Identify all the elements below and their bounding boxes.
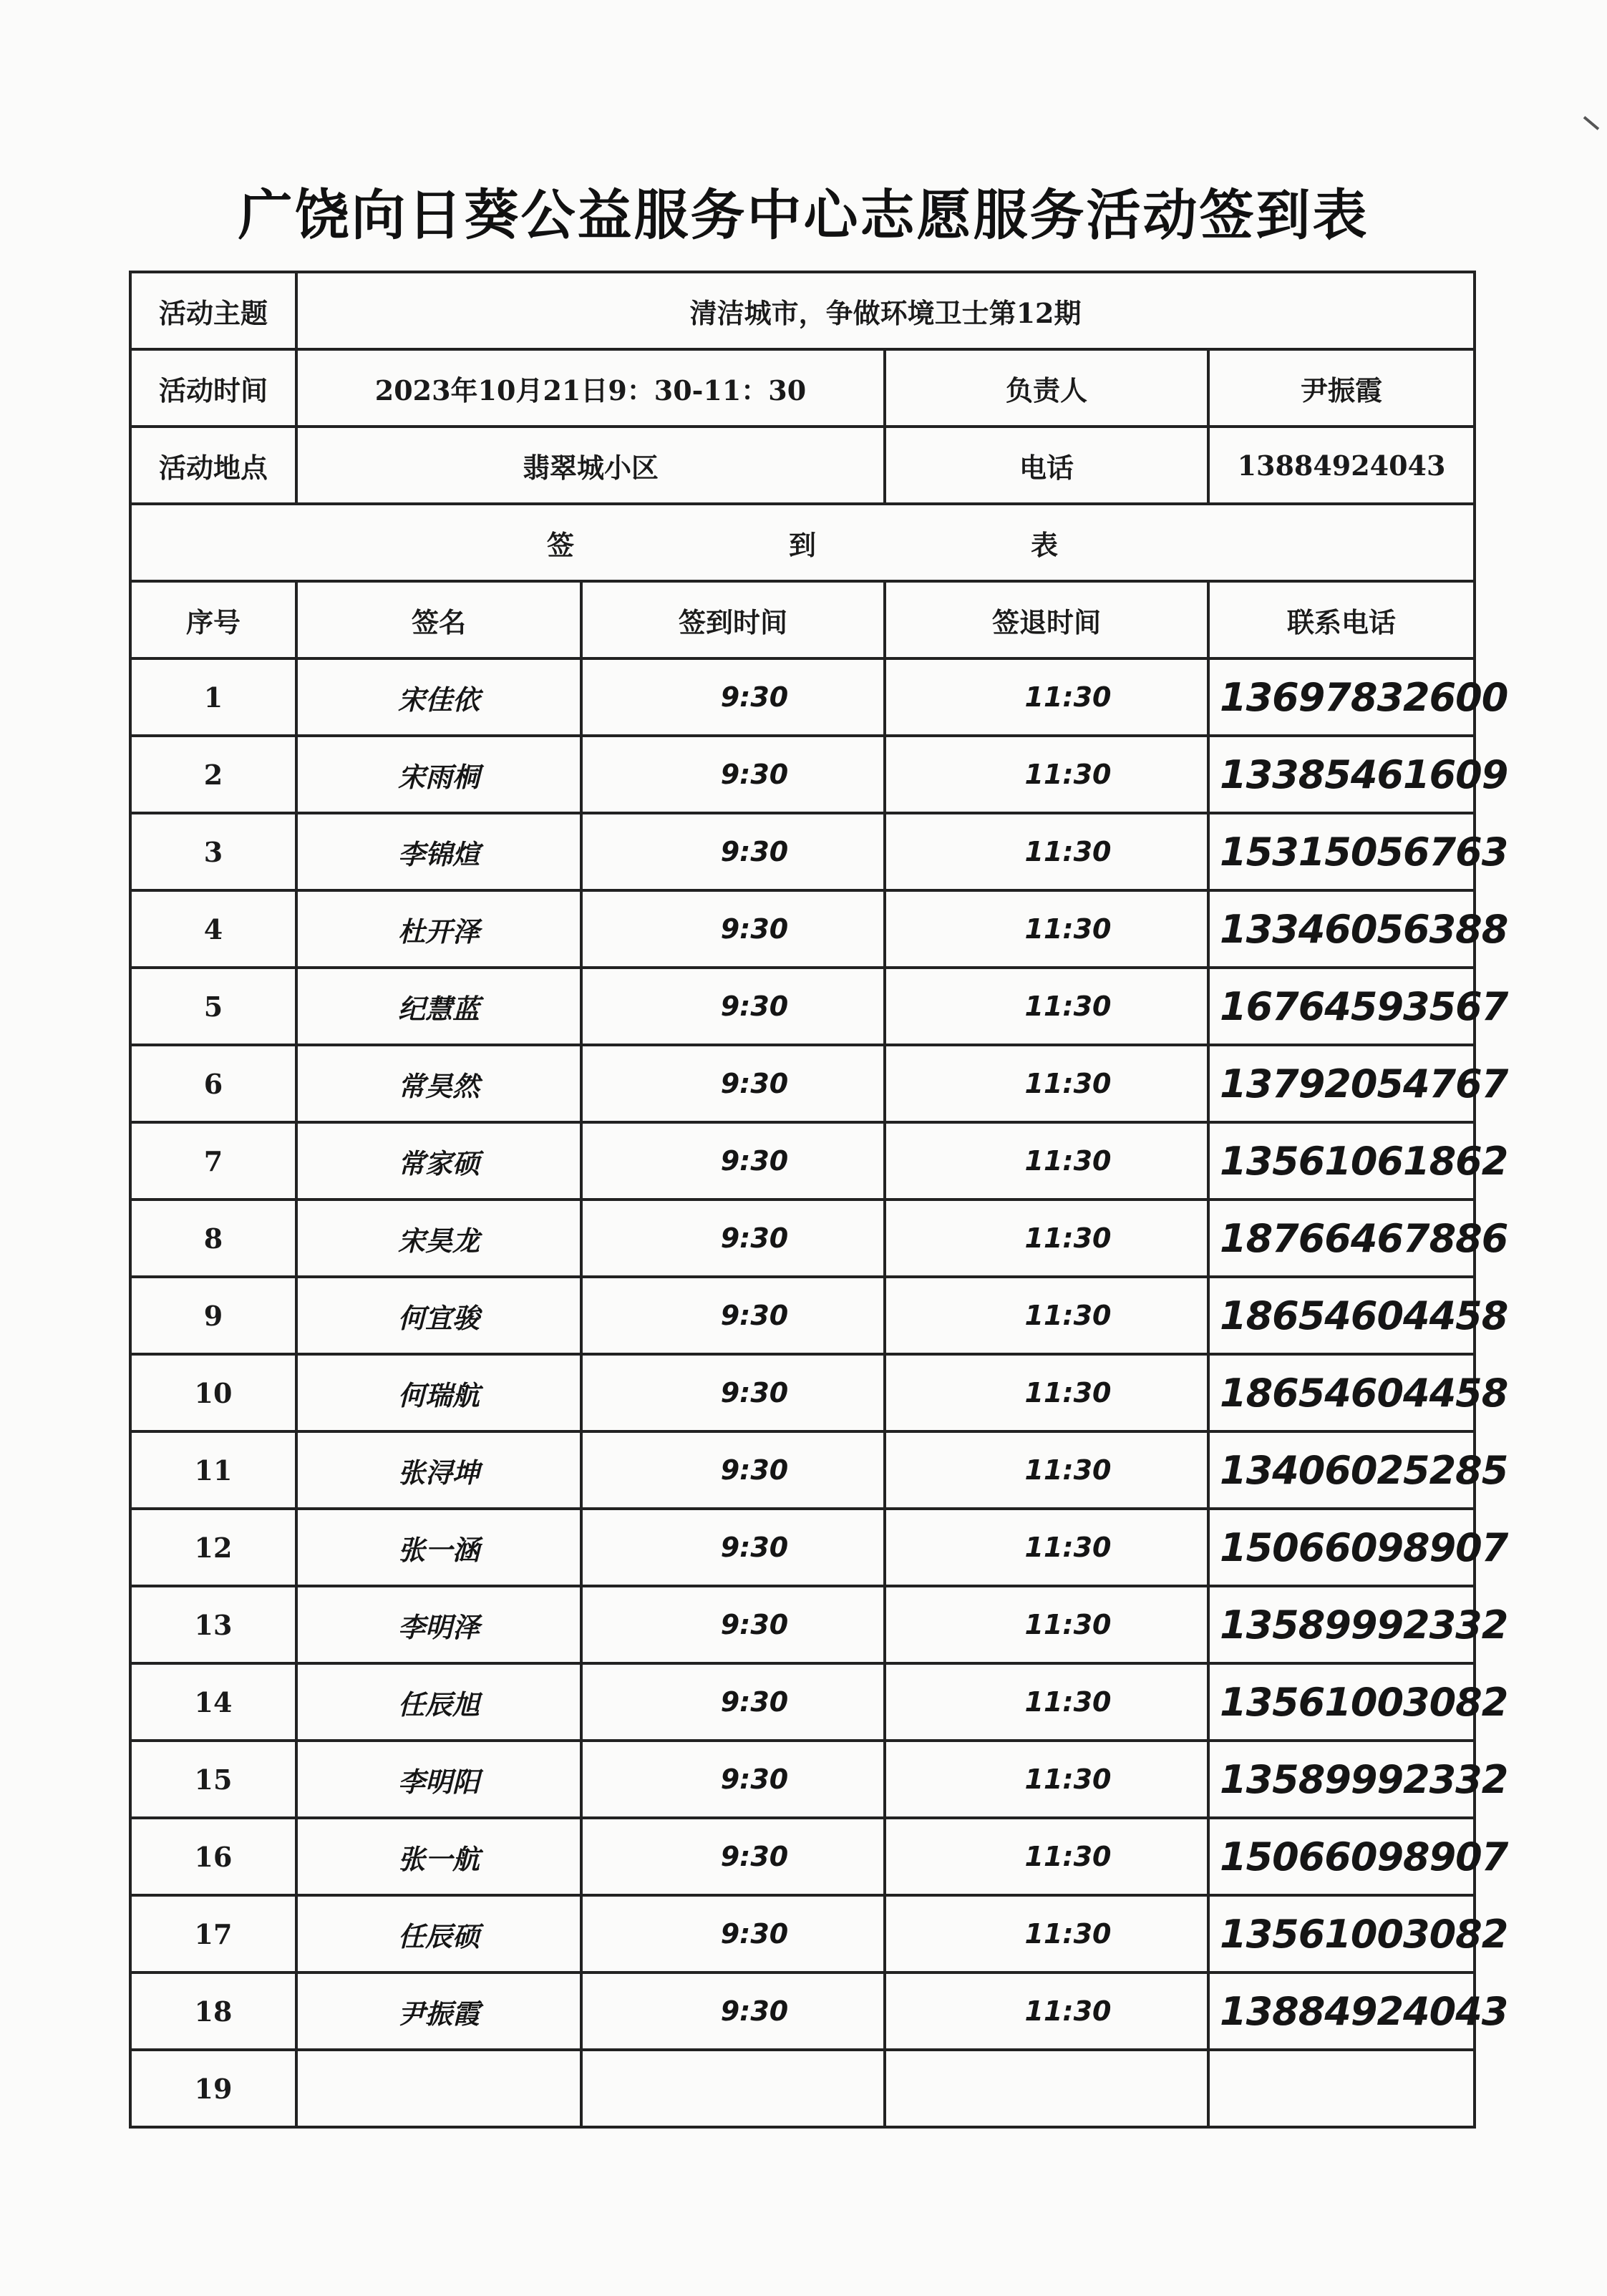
phone-label: 电话 <box>885 427 1208 504</box>
table-row <box>130 1586 1475 1663</box>
signin-time-cell: 9:30 <box>581 658 885 736</box>
signout-time-cell: 11:30 <box>885 1200 1208 1277</box>
signin-time-cell: 9:30 <box>581 1122 885 1200</box>
row-number: 15 <box>130 1741 296 1818</box>
time-row <box>130 349 1475 427</box>
phone-cell: 18766467886 <box>1208 1200 1475 1277</box>
column-header-name: 签名 <box>296 581 581 658</box>
page-title: 广饶向日葵公益服务中心志愿服务活动签到表 <box>238 183 1369 247</box>
row-number: 2 <box>130 736 296 813</box>
phone-cell: 13589992332 <box>1208 1741 1475 1818</box>
table-row <box>130 813 1475 890</box>
table-row <box>130 1200 1475 1277</box>
signin-time-cell: 9:30 <box>581 1354 885 1431</box>
leader-label: 负责人 <box>885 349 1208 427</box>
signature-cell <box>296 2050 581 2127</box>
phone-cell: 13346056388 <box>1208 890 1475 968</box>
signature-cell: 宋昊龙 <box>296 1200 581 1277</box>
signout-time-cell: 11:30 <box>885 1895 1208 1972</box>
signin-time-cell: 9:30 <box>581 1895 885 1972</box>
table-row <box>130 658 1475 736</box>
row-number: 18 <box>130 1972 296 2050</box>
phone-cell: 13589992332 <box>1208 1586 1475 1663</box>
table-row <box>130 1354 1475 1431</box>
signout-time-cell: 11:30 <box>885 1354 1208 1431</box>
row-number: 17 <box>130 1895 296 1972</box>
row-number: 6 <box>130 1045 296 1122</box>
phone-cell: 13792054767 <box>1208 1045 1475 1122</box>
signin-time-cell: 9:30 <box>581 1277 885 1354</box>
signout-time-cell: 11:30 <box>885 813 1208 890</box>
signature-cell: 李锦煊 <box>296 813 581 890</box>
table-row <box>130 1122 1475 1200</box>
phone-cell: 15315056763 <box>1208 813 1475 890</box>
signin-time-cell: 9:30 <box>581 1586 885 1663</box>
phone-cell: 13406025285 <box>1208 1431 1475 1509</box>
row-number: 14 <box>130 1663 296 1741</box>
row-number: 4 <box>130 890 296 968</box>
signature-cell: 何宜骏 <box>296 1277 581 1354</box>
signout-time-cell: 11:30 <box>885 1277 1208 1354</box>
row-number: 8 <box>130 1200 296 1277</box>
column-header-signin-time: 签到时间 <box>581 581 885 658</box>
column-header-no: 序号 <box>130 581 296 658</box>
signout-time-cell: 11:30 <box>885 1972 1208 2050</box>
theme-label: 活动主题 <box>130 272 296 349</box>
signout-time-cell: 11:30 <box>885 1431 1208 1509</box>
leader-value: 尹振霞 <box>1208 349 1475 427</box>
phone-cell: 13561003082 <box>1208 1663 1475 1741</box>
phone-cell: 13884924043 <box>1208 1972 1475 2050</box>
signin-time-cell: 9:30 <box>581 1045 885 1122</box>
phone-cell: 13385461609 <box>1208 736 1475 813</box>
time-value: 2023年10月21日9：30-11：30 <box>296 349 885 427</box>
signout-time-cell: 11:30 <box>885 1509 1208 1586</box>
table-row <box>130 1818 1475 1895</box>
time-label: 活动时间 <box>130 349 296 427</box>
phone-cell: 13561003082 <box>1208 1895 1475 1972</box>
signin-time-cell: 9:30 <box>581 890 885 968</box>
row-number: 3 <box>130 813 296 890</box>
row-number: 7 <box>130 1122 296 1200</box>
table-row <box>130 1045 1475 1122</box>
row-number: 5 <box>130 968 296 1045</box>
row-number: 1 <box>130 658 296 736</box>
signature-cell: 张一航 <box>296 1818 581 1895</box>
phone-value: 13884924043 <box>1208 427 1475 504</box>
column-header-signout-time: 签退时间 <box>885 581 1208 658</box>
signin-time-cell: 9:30 <box>581 1972 885 2050</box>
signin-time-cell: 9:30 <box>581 1200 885 1277</box>
section-heading-part-2: 到 <box>789 528 817 561</box>
phone-cell <box>1208 2050 1475 2127</box>
row-number: 10 <box>130 1354 296 1431</box>
phone-cell: 18654604458 <box>1208 1277 1475 1354</box>
signature-cell: 张一涵 <box>296 1509 581 1586</box>
theme-value: 清洁城市，争做环境卫士第12期 <box>296 272 1475 349</box>
signature-cell: 李明阳 <box>296 1741 581 1818</box>
phone-cell: 13697832600 <box>1208 658 1475 736</box>
section-heading <box>130 504 1475 581</box>
signature-cell: 宋佳依 <box>296 658 581 736</box>
phone-cell: 15066098907 <box>1208 1509 1475 1586</box>
signature-cell: 宋雨桐 <box>296 736 581 813</box>
signature-cell: 尹振霞 <box>296 1972 581 2050</box>
theme-row <box>130 272 1475 349</box>
section-heading-part-3: 表 <box>1031 528 1059 561</box>
signout-time-cell: 11:30 <box>885 890 1208 968</box>
row-number: 11 <box>130 1431 296 1509</box>
signature-cell: 张浔坤 <box>296 1431 581 1509</box>
signout-time-cell: 11:30 <box>885 1122 1208 1200</box>
signature-cell: 李明泽 <box>296 1586 581 1663</box>
table-row <box>130 1431 1475 1509</box>
signature-cell: 纪慧蓝 <box>296 968 581 1045</box>
signature-cell: 任辰硕 <box>296 1895 581 1972</box>
signout-time-cell: 11:30 <box>885 1663 1208 1741</box>
signin-time-cell <box>581 2050 885 2127</box>
signout-time-cell: 11:30 <box>885 658 1208 736</box>
table-row <box>130 1741 1475 1818</box>
signout-time-cell: 11:30 <box>885 1818 1208 1895</box>
table-row <box>130 2050 1475 2127</box>
table-row <box>130 1895 1475 1972</box>
signature-cell: 任辰旭 <box>296 1663 581 1741</box>
signature-cell: 常家硕 <box>296 1122 581 1200</box>
signout-time-cell: 11:30 <box>885 736 1208 813</box>
signout-time-cell: 11:30 <box>885 1045 1208 1122</box>
signin-time-cell: 9:30 <box>581 968 885 1045</box>
row-number: 13 <box>130 1586 296 1663</box>
row-number: 12 <box>130 1509 296 1586</box>
signin-time-cell: 9:30 <box>581 1663 885 1741</box>
row-number: 16 <box>130 1818 296 1895</box>
section-heading-part-1: 签 <box>546 528 574 561</box>
table-row <box>130 1972 1475 2050</box>
phone-cell: 18654604458 <box>1208 1354 1475 1431</box>
signature-cell: 何瑞航 <box>296 1354 581 1431</box>
signin-time-cell: 9:30 <box>581 813 885 890</box>
row-number: 9 <box>130 1277 296 1354</box>
signature-cell: 杜开泽 <box>296 890 581 968</box>
section-row <box>130 504 1475 581</box>
table-row <box>130 890 1475 968</box>
signin-time-cell: 9:30 <box>581 1741 885 1818</box>
place-row <box>130 427 1475 504</box>
table-row <box>130 1509 1475 1586</box>
table-row <box>130 1663 1475 1741</box>
place-label: 活动地点 <box>130 427 296 504</box>
phone-cell: 15066098907 <box>1208 1818 1475 1895</box>
corner-pen-mark <box>1583 116 1599 130</box>
signin-time-cell: 9:30 <box>581 1431 885 1509</box>
table-row <box>130 1277 1475 1354</box>
signin-time-cell: 9:30 <box>581 736 885 813</box>
table-row <box>130 968 1475 1045</box>
signout-time-cell: 11:30 <box>885 1741 1208 1818</box>
sign-in-table <box>129 271 1508 2129</box>
phone-cell: 13561061862 <box>1208 1122 1475 1200</box>
phone-cell: 16764593567 <box>1208 968 1475 1045</box>
column-header-row <box>130 581 1475 658</box>
signin-time-cell: 9:30 <box>581 1818 885 1895</box>
signature-cell: 常昊然 <box>296 1045 581 1122</box>
signin-time-cell: 9:30 <box>581 1509 885 1586</box>
signout-time-cell: 11:30 <box>885 1586 1208 1663</box>
signout-time-cell <box>885 2050 1208 2127</box>
row-number: 19 <box>130 2050 296 2127</box>
place-value: 翡翠城小区 <box>296 427 885 504</box>
table-row <box>130 736 1475 813</box>
column-header-phone: 联系电话 <box>1208 581 1475 658</box>
signout-time-cell: 11:30 <box>885 968 1208 1045</box>
